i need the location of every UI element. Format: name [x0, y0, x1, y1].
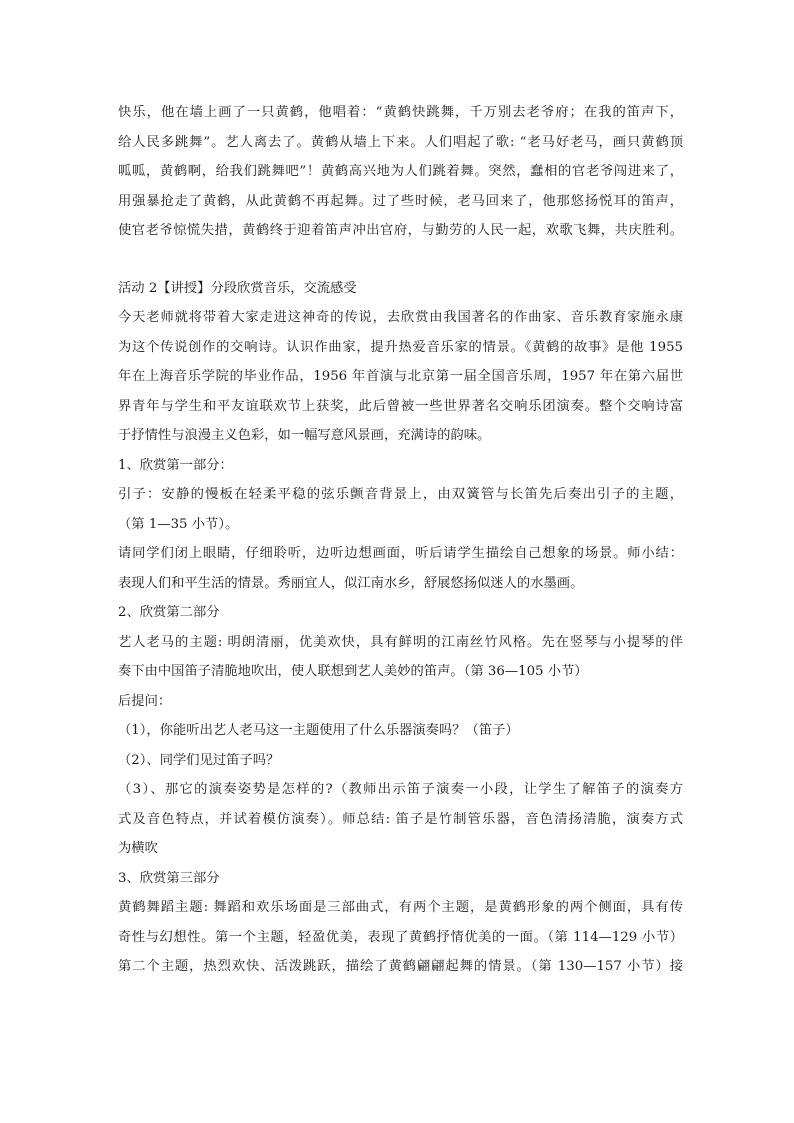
- text-line: （第 1—35 小节）。: [118, 516, 239, 532]
- text-line: （1），你能听出艺人老马这一主题使用了什么乐器演奏吗？（笛子）: [118, 723, 519, 738]
- text-line: 引子：安静的慢板在轻柔平稳的弦乐颤音背景上，由双簧管与长笛先后奏出引子的主题，: [118, 487, 683, 502]
- text-line: 为这个传说创作的交响诗。认识作曲家，提升热爱音乐家的情景。《黄鹤的故事》是他 1955: [118, 339, 683, 355]
- text-line: 于抒情性与浪漫主义色彩，如一幅写意风景画，充满诗的韵味。: [118, 428, 491, 443]
- text-line: 表现人们和平生活的情景。秀丽宜人，似江南水乡，舒展悠扬似迷人的水墨画。: [118, 575, 584, 591]
- text-line: 快乐，他在墙上画了一只黄鹤，他唱着：“黄鹤快跳舞，千万别去老爷府；在我的笛声下，: [118, 105, 683, 120]
- text-line: 艺人老马的主题: 明朗清丽，优美欢快，具有鲜明的江南丝竹风格。先在竖琴与小提琴的伴: [118, 634, 683, 650]
- text-line: 给人民多跳舞”。艺人离去了。黄鹤从墙上下来。人们唱起了歌: “老马好老马，画只黄鹤顶: [118, 134, 683, 150]
- text-line: 黄鹤舞蹈主题: 舞蹈和欢乐场面是三部曲式，有两个主题，是黄鹤形象的两个侧面，具有传: [118, 900, 683, 915]
- activity-heading: 活动 2【讲授】分段欣赏音乐，交流感受: [118, 280, 357, 296]
- part1-paragraph: [118, 480, 683, 598]
- intro-paragraph: [118, 98, 683, 246]
- text-line: 奇性与幻想性。第一个主题，轻盈优美，表现了黄鹤抒情优美的一面。（第 114—129 小节）: [118, 929, 683, 945]
- text-line: 请同学们闭上眼睛，仔细聆听，边听边想画面，听后请学生描绘自己想象的场景。师小结：: [118, 546, 683, 561]
- part2-paragraph: [118, 628, 683, 864]
- document-body: [118, 98, 683, 982]
- text-line: 奏下由中国笛子清脆地吹出，使人联想到艺人美妙的笛声。（第 36—105 小节）: [118, 664, 588, 679]
- part1-heading: 1、欣赏第一部分：: [118, 457, 233, 473]
- activity-paragraph: [118, 303, 683, 451]
- text-line: 用强暴抢走了黄鹤，从此黄鹤不再起舞。过了些时候，老马回来了，他那悠扬悦耳的笛声，: [118, 193, 683, 209]
- text-line: （3）、那它的演奏姿势是怎样的?（教师出示笛子演奏一小段，让学生了解笛子的演奏方: [118, 782, 683, 797]
- text-line: 使官老爷惊慌失措，黄鹤终于迎着笛声冲出官府，与勤劳的人民一起，欢歌飞舞，共庆胜利。: [118, 223, 683, 238]
- text-line: 为横吹: [118, 841, 158, 856]
- part2-heading: 2、欣赏第二部分: [118, 605, 220, 620]
- text-line: 界青年与学生和平友谊联欢节上获奖，此后曾被一些世界著名交响乐团演奏。整个交响诗富: [118, 398, 683, 414]
- text-line: 呱呱，黄鹤啊，给我们跳舞吧”！黄鹤高兴地为人们跳着舞。突然，蠢相的官老爷闯进来了，: [118, 164, 683, 179]
- text-line: 第二个主题，热烈欢快、活泼跳跃，描绘了黄鹤翩翩起舞的情景。（第 130—157 小节）接: [118, 959, 683, 974]
- text-line: 年在上海音乐学院的毕业作品，1956 年首演与北京第一届全国音乐周，1957 年在第六届世: [118, 369, 683, 384]
- text-line: 今天老师就将带着大家走进这神奇的传说，去欣赏由我国著名的作曲家、音乐教育家施永康: [118, 310, 683, 325]
- part3-paragraph: [118, 893, 683, 982]
- paragraph-gap: [118, 246, 683, 274]
- text-line: 式及音色特点，并试着模仿演奏）。师总结: 笛子是竹制管乐器，音色清扬清脆，演奏方式: [118, 811, 683, 827]
- part3-heading: 3、欣赏第三部分: [118, 870, 220, 886]
- text-line: （2）、同学们见过笛子吗？: [118, 752, 280, 768]
- text-line: 后提问：: [118, 693, 172, 709]
